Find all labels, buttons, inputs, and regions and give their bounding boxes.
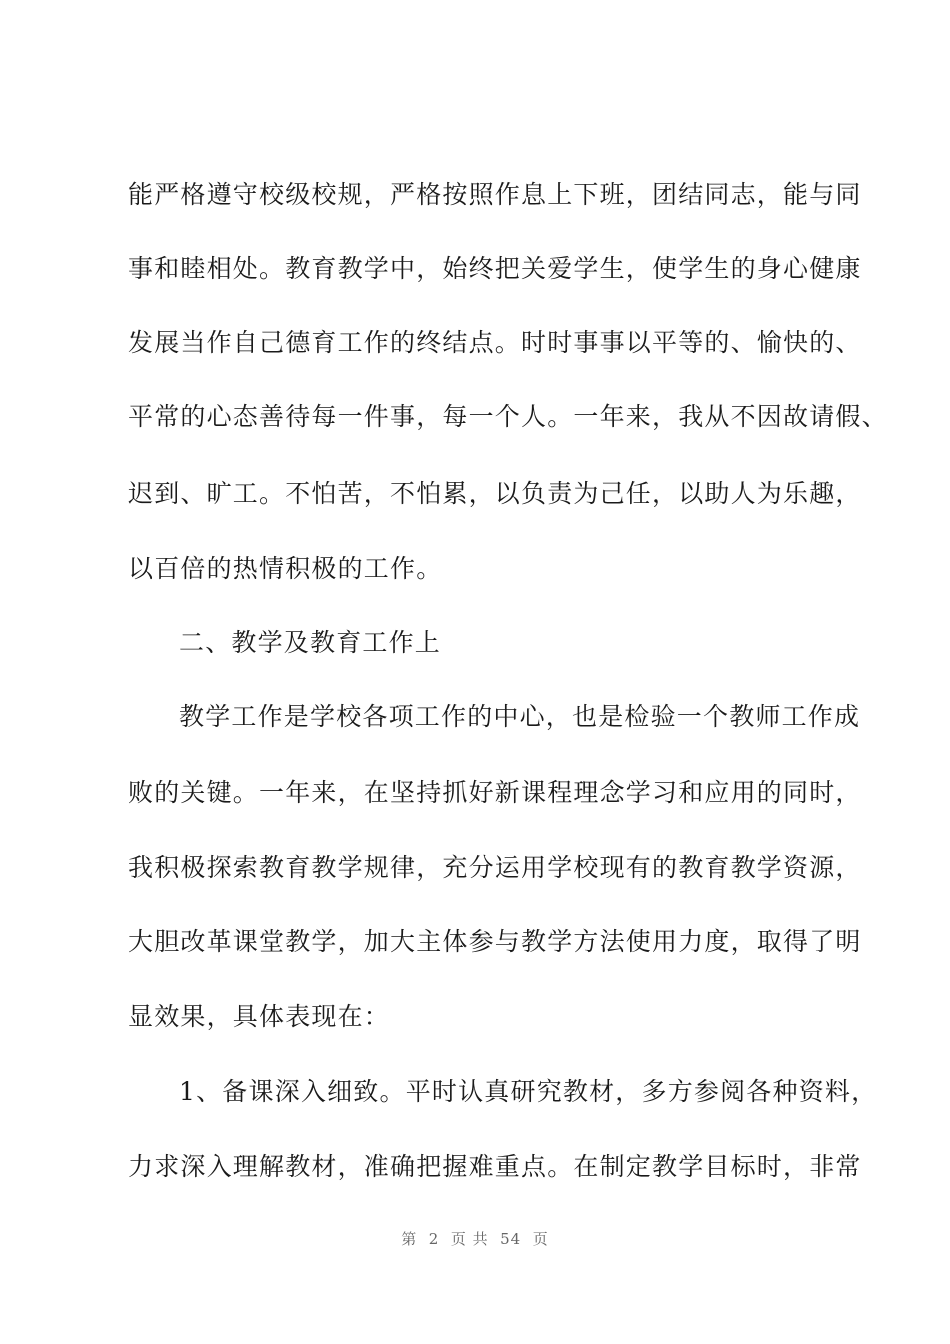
body-text-line: 以百倍的热情积极的工作。 — [128, 554, 443, 583]
body-text-line: 教学工作是学校各项工作的中心，也是检验一个教师工作成 — [179, 702, 861, 731]
section-heading: 二、教学及教育工作上 — [179, 628, 442, 657]
body-text-line: 迟到、旷工。不怕苦，不怕累，以负责为己任，以助人为乐趣， — [128, 479, 862, 508]
body-text-line: 能严格遵守校级校规，严格按照作息上下班，团结同志，能与同 — [128, 180, 862, 209]
body-text-line: 1、备课深入细致。平时认真研究教材，多方参阅各种资料， — [179, 1077, 878, 1106]
body-text-line: 我积极探索教育教学规律，充分运用学校现有的教育教学资源， — [128, 853, 862, 882]
body-text-line: 事和睦相处。教育教学中，始终把关爱学生，使学生的身心健康 — [128, 254, 862, 283]
body-text-line: 平常的心态善待每一件事，每一个人。一年来，我从不因故请假、 — [128, 402, 888, 431]
page-number-footer: 第 2 页 共 54 页 — [401, 1230, 549, 1248]
body-text-line: 大胆改革课堂教学，加大主体参与教学方法使用力度，取得了明 — [128, 927, 862, 956]
body-text-line: 显效果，具体表现在： — [128, 1002, 391, 1031]
body-text-line: 发展当作自己德育工作的终结点。时时事事以平等的、愉快的、 — [128, 328, 862, 357]
body-text-line: 败的关键。一年来，在坚持抓好新课程理念学习和应用的同时， — [128, 778, 862, 807]
body-text-line: 力求深入理解教材，准确把握难重点。在制定教学目标时，非常 — [128, 1152, 862, 1181]
